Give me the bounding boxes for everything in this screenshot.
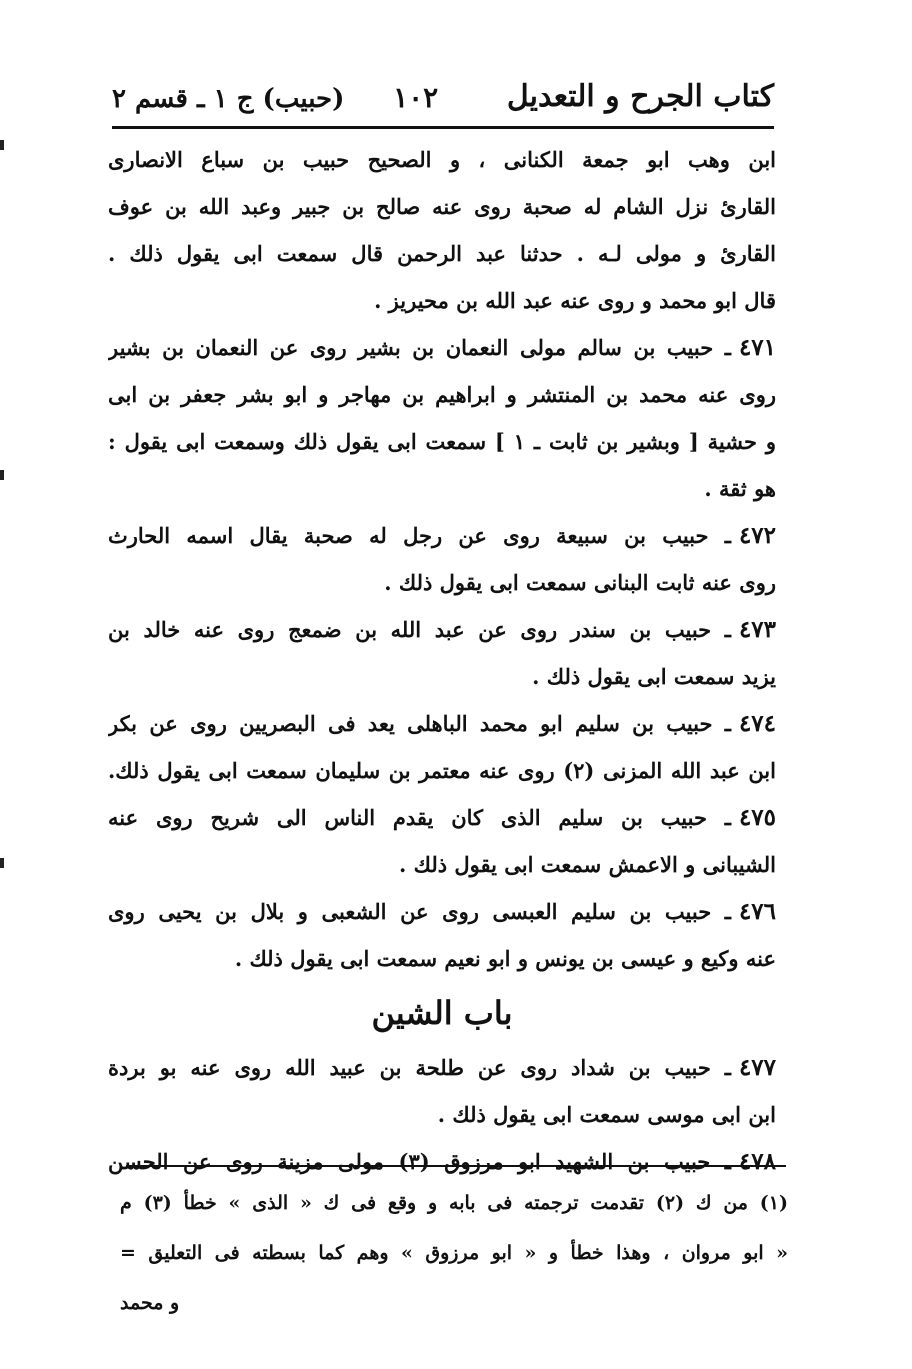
text-line: ابن وهب ابو جمعة الكنانى ، و الصحيح حبيب بن سباع الانصارى [108, 147, 776, 172]
entry-472 [108, 512, 776, 559]
margin-mark [0, 858, 4, 868]
entry-number: ٤٧٢ [738, 522, 776, 549]
entry-number: ٤٧٥ [738, 804, 776, 831]
main-text [108, 136, 776, 1185]
entry-471 [108, 324, 776, 371]
page-number: ١٠٢ [393, 81, 439, 114]
section-heading: باب الشين [371, 994, 513, 1032]
text-line: ـ حبيب بن سبيعة روى عن رجل له صحبة يقال اسمه الحارث [108, 523, 731, 548]
entry-number: ٤٧٣ [738, 616, 776, 643]
text-line: روى عنه ثابت البنانى سمعت ابى يقول ذلك . [384, 570, 776, 595]
text-line: ابن ابى موسى سمعت ابى يقول ذلك . [437, 1102, 776, 1127]
entry-number: ٤٧٧ [738, 1054, 776, 1081]
text-line: ابن عبد الله المزنى (٢) روى عنه معتمر بن سليمان سمعت ابى يقول ذلك. [108, 758, 776, 783]
text-line: روى عنه محمد بن المنتشر و ابراهيم بن مهاجر و ابو بشر جعفر بن ابى [108, 382, 776, 407]
text-line: يزيد سمعت ابى يقول ذلك . [532, 664, 776, 689]
footnote-catchword: و محمد [120, 1292, 180, 1314]
running-header [112, 70, 774, 114]
text-line: القارئ نزل الشام له صحبة روى عنه صالح بن جبير وعبد الله بن عوف [108, 194, 776, 219]
book-title: كتاب الجرح و التعديل [506, 79, 774, 114]
entry-474 [108, 700, 776, 747]
text-line: قال ابو محمد و روى عنه عبد الله بن محيريز . [374, 288, 776, 313]
entry-number: ٤٧١ [738, 334, 776, 361]
text-line: ـ حبيب بن سندر روى عن عبد الله بن ضمعج روى عنه خالد بن [108, 617, 731, 642]
entry-number: ٤٧٦ [738, 898, 776, 925]
entry-475 [108, 794, 776, 841]
text-line: ـ حبيب بن سليم الذى كان يقدم الناس الى شريح روى عنه [108, 805, 731, 830]
text-line: ـ حبيب بن سالم مولى النعمان بن بشير روى عن النعمان بن بشير [108, 335, 731, 360]
text-line: الشيبانى و الاعمش سمعت ابى يقول ذلك . [399, 852, 776, 877]
entry-477 [108, 1044, 776, 1091]
footnote-rule [126, 1165, 786, 1167]
footnotes [120, 1178, 788, 1328]
entry-473 [108, 606, 776, 653]
footnote-line: « ابو مروان ، وهذا خطأ و « ابو مرزوق » وهم كما بسطته فى التعليق = [120, 1242, 788, 1264]
footnote-line: (١) من ك (٢) تقدمت ترجمته فى بابه و وقع فى ك « الذى » خطأ (٣) م [120, 1192, 788, 1214]
text-line: ـ حبيب بن سليم ابو محمد الباهلى يعد فى البصريين روى عن بكر [108, 711, 731, 736]
entry-number: ٤٧٨ [738, 1148, 776, 1175]
section-label: (حبيب) ج ١ ـ قسم ٢ [112, 84, 345, 114]
text-line: ـ حبيب بن شداد روى عن طلحة بن عبيد الله روى عنه بو بردة [108, 1055, 731, 1080]
text-line: و حشية [ وبشير بن ثابت ـ ١ ] سمعت ابى يقول ذلك وسمعت ابى يقول : [108, 429, 776, 454]
text-line: عنه وكيع و عيسى بن يونس و ابو نعيم سمعت ابى يقول ذلك . [234, 946, 776, 971]
entry-number: ٤٧٤ [738, 710, 776, 737]
text-line: ـ حبيب بن الشهيد ابو مرزوق (٣) مولى مزينة روى عن الحسن [108, 1149, 731, 1174]
margin-mark [0, 470, 4, 480]
text-line: هو ثقة . [704, 476, 776, 501]
header-rule [112, 126, 774, 129]
entry-476 [108, 888, 776, 935]
text-line: ـ حبيب بن سليم العبسى روى عن الشعبى و بلال بن يحيى روى [108, 899, 731, 924]
margin-mark [0, 140, 4, 150]
text-line: القارئ و مولى لـه . حدثنا عبد الرحمن قال سمعت ابى يقول ذلك . [108, 241, 776, 266]
